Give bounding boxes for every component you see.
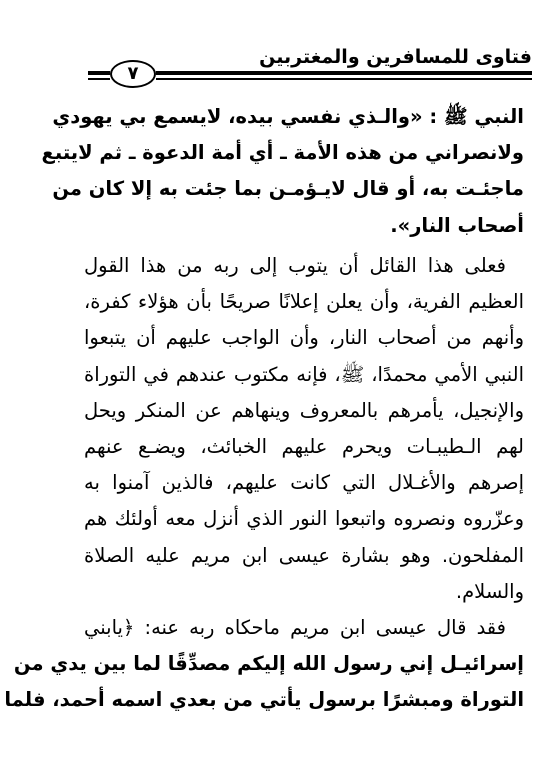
text-line: وأنهم من أصحاب النار، وأن الواجب عليهم أن يتبعوا [84, 326, 524, 350]
text-line: النبي الأمي محمدًا، ﷺ، فإنه مكتوب عندهم في التوراة [84, 362, 524, 386]
text-line: فقد قال عيسى ابن مريم ماحكاه ربه عنه: ﴿يابني [84, 616, 506, 639]
text-line: المفلحون. وهو بشارة عيسى ابن مريم عليه الصلاة [84, 543, 524, 567]
text-line: إسرائيـل إني رسول الله إليكم مصدِّقًا لما بين يدي من [13, 652, 524, 676]
header-rule-left [88, 71, 110, 75]
text-line: وعزّروه ونصروه واتبعوا النور الذي أنزل معه أولئك هم [84, 507, 524, 531]
text-line: التوراة ومبشرًا برسول يأتي من بعدي اسمه أحمد، فلما [4, 688, 524, 712]
text-line: لهم الـطيبـات ويحرم عليهم الخبائث، ويضـع عنهم [84, 434, 524, 458]
text-line: ولانصراني من هذه الأمة ـ أي أمة الدعوة ـ ثم لايتبع [41, 141, 524, 165]
text-line: أصحاب النار». [390, 213, 524, 237]
book-title: فتاوى للمسافرين والمغتربين [259, 46, 532, 68]
header-rule-left-thin [88, 78, 110, 80]
text-line: ماجئـت به، أو قال لايـؤمـن بما جئت به إلا كان من [52, 177, 524, 201]
paragraph-quran-quote [4, 610, 524, 719]
header-rule-right-thin [156, 78, 532, 80]
page-number: ٧ [127, 63, 139, 84]
text-line: إصرهم والأغـلال التي كانت عليهم، فالذين آمنوا به [84, 471, 524, 495]
text-line: النبي ﷺ : «والـذي نفسي بيده، لايسمع بي يهودي [52, 105, 524, 128]
paragraph-hadith [41, 99, 524, 244]
text-line: العظيم الفرية، وأن يعلن إعلانًا صريحًا بأن هؤلاء كفرة، [84, 290, 524, 314]
text-line: والإنجيل، يأمرهم بالمعروف وينهاهم عن المنكر ويحل [84, 398, 524, 422]
text-line: فعلى هذا القائل أن يتوب إلى ربه من هذا القول [84, 254, 506, 277]
running-header [88, 42, 532, 102]
header-rule-right [156, 71, 532, 75]
text-line: والسلام. [455, 579, 524, 603]
page-number-badge [110, 60, 156, 88]
paragraph-commentary [84, 248, 524, 610]
